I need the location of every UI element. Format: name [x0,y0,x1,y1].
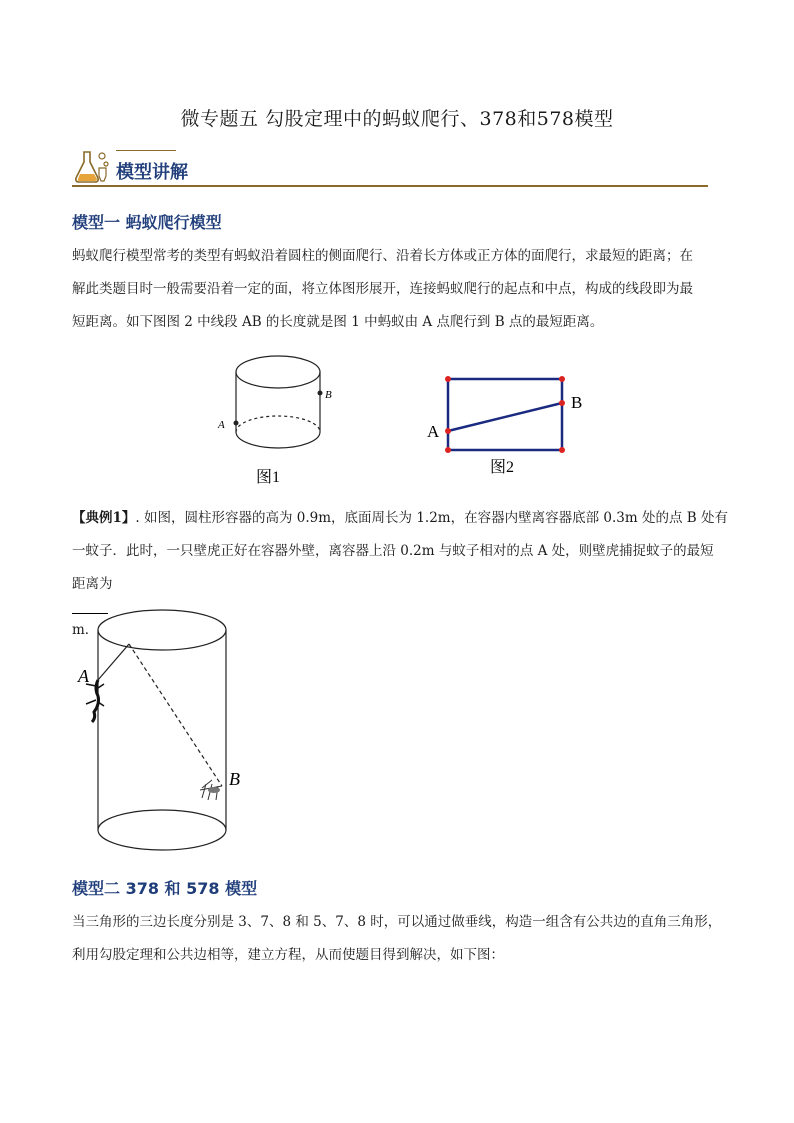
gecko-icon [86,680,104,722]
paragraph-line: 蚂蚁爬行模型常考的类型有蚂蚁沿着圆柱的侧面爬行、沿着长方体或正方体的面爬行，求最短的距离；在 [72,248,693,264]
fig2-label-a: A [427,422,440,441]
model2-paragraph [72,906,720,972]
figure-1-cylinder [210,350,340,490]
page-title: 微专题五 勾股定理中的蚂蚁爬行、378和578模型 [180,108,614,130]
flask-icon [72,148,112,186]
example-tag: 【典例1】 [72,510,136,526]
example-line: 距离为 [72,576,113,592]
paragraph-line: 短距离。如下图图 2 中线段 AB 的长度就是图 1 中蚂蚁由 A 点爬行到 B 点的最短距离。 [72,314,604,330]
section-label: 模型讲解 [116,162,188,183]
header-accent-line [116,150,176,151]
model2-heading: 模型二 378 和 578 模型 [72,879,258,898]
fig1-caption: 图1 [256,469,281,486]
example-line: 一蚊子．此时，一只壁虎正好在容器外壁，离容器上沿 0.2m 与蚊子相对的点 A 处，则壁虎捕捉蚊子的最短 [72,543,714,559]
header-divider [72,185,708,187]
example-label-a: A [78,666,89,686]
fig1-label-b: B [325,389,332,401]
example-label-b: B [229,769,240,789]
figure-container-cylinder [74,604,254,866]
example-line: . 如图，圆柱形容器的高为 0.9m，底面周长为 1.2m，在容器内壁离容器底部 0.3m 处的点 B 处有 [135,510,728,526]
fig2-label-b: B [571,393,583,412]
model1-heading: 模型一 蚂蚁爬行模型 [72,213,222,232]
fig1-label-a: A [218,419,225,431]
paragraph-line: 解此类题目时一般需要沿着一定的面，将立体图形展开，连接蚂蚁爬行的起点和中点，构成的线段即为最 [72,281,693,297]
mosquito-icon [200,780,222,800]
paragraph-line: 利用勾股定理和公共边相等，建立方程，从而使题目得到解决，如下图： [72,947,504,963]
paragraph-line: 当三角形的三边长度分别是 3、7、8 和 5、7、8 时，可以通过做垂线，构造一组含有公共边的直角三角形， [72,914,722,930]
section-header [72,148,708,188]
example-line: m． [72,622,99,638]
fig2-caption: 图2 [490,459,515,476]
model1-paragraph [72,240,720,339]
figure-2-rectangle [420,368,600,478]
